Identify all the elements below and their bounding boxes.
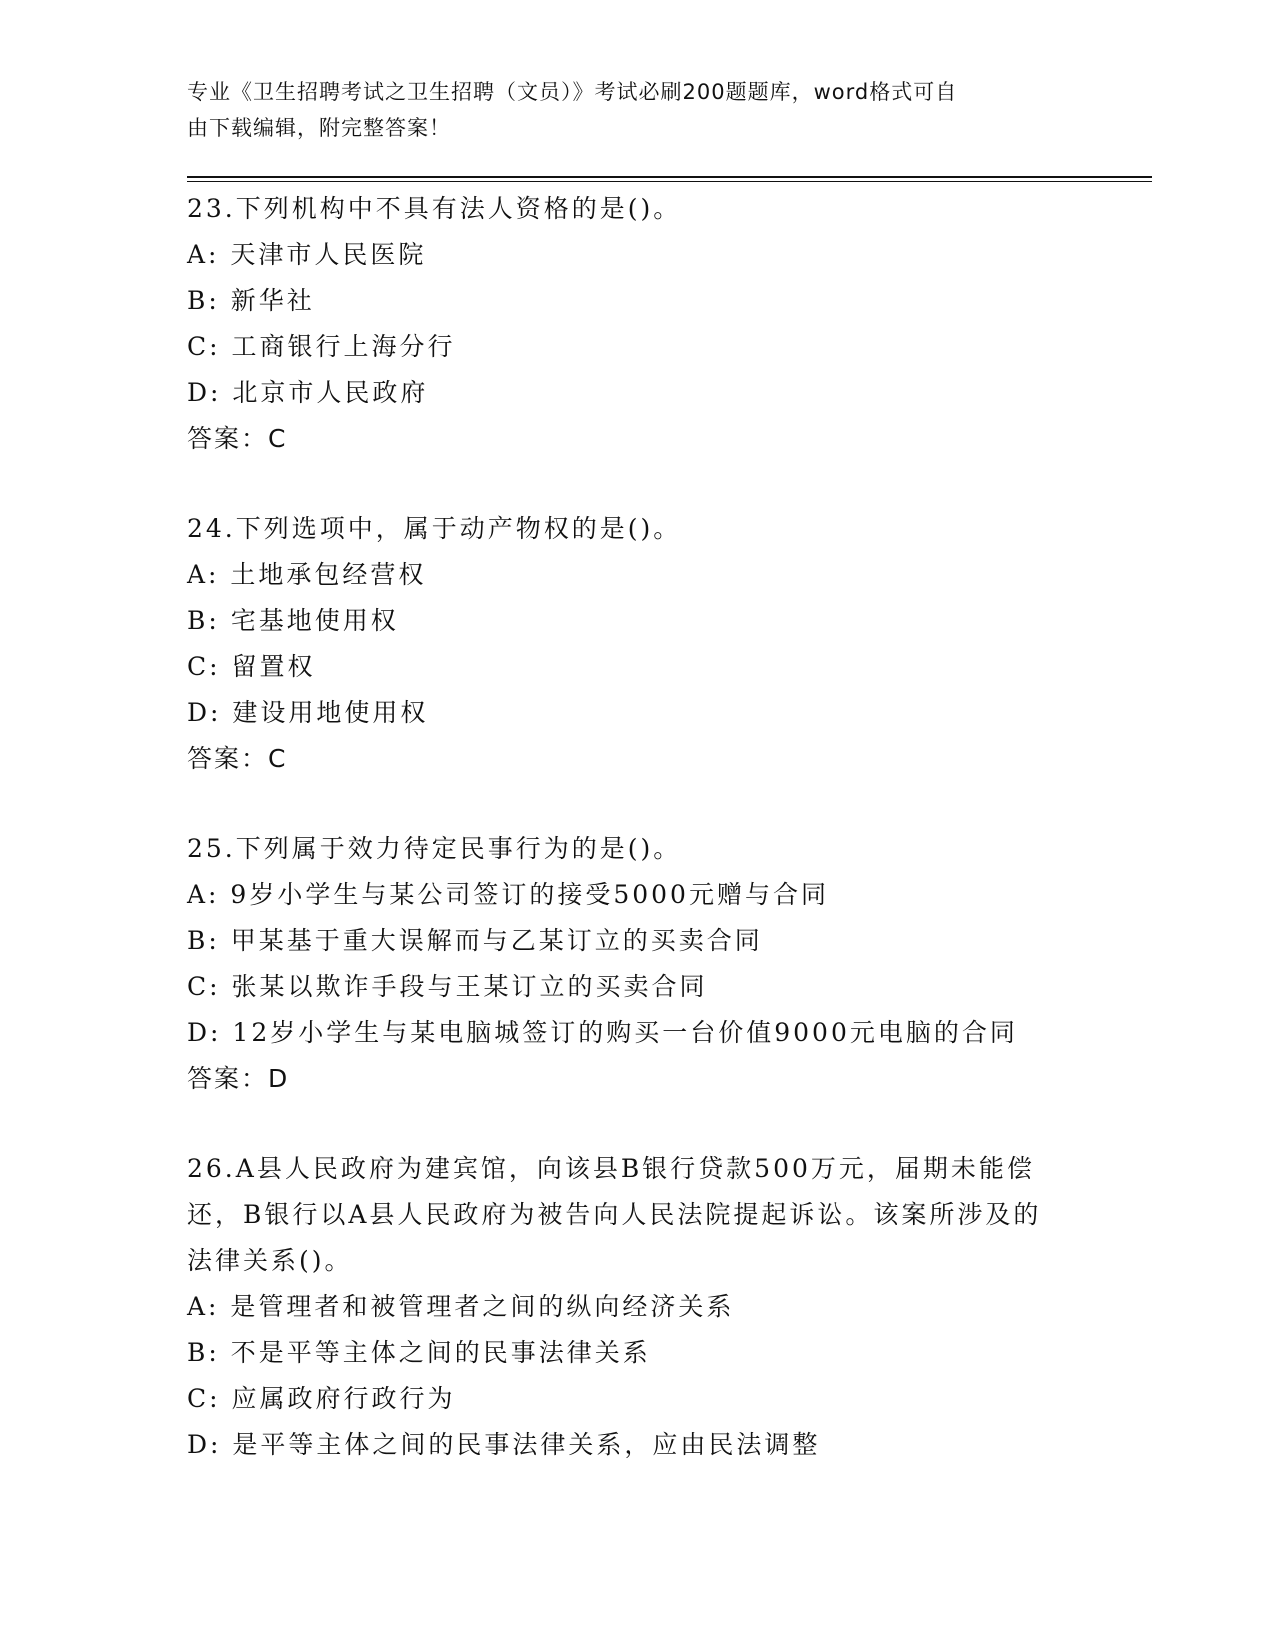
option-d: D: 建设用地使用权	[187, 698, 429, 727]
option-b: B: 不是平等主体之间的民事法律关系	[187, 1338, 651, 1367]
header-divider-thin	[187, 181, 1152, 182]
question-26	[187, 1146, 1087, 1468]
question-stem-line-2: 还，B银行以A县人民政府为被告向人民法院提起诉讼。该案所涉及的	[187, 1200, 1042, 1229]
option-c: C: 留置权	[187, 652, 316, 681]
question-25	[187, 826, 1087, 1102]
option-b: B: 甲某基于重大误解而与乙某订立的买卖合同	[187, 926, 763, 955]
document-header	[187, 74, 1067, 146]
question-stem: 25.下列属于效力待定民事行为的是()。	[187, 834, 682, 863]
question-23	[187, 186, 1087, 462]
question-stem: 24.下列选项中，属于动产物权的是()。	[187, 514, 682, 543]
option-a: A: 天津市人民医院	[187, 240, 427, 269]
question-stem-line-3: 法律关系()。	[187, 1246, 353, 1275]
question-24	[187, 506, 1087, 782]
header-divider-thick	[187, 176, 1152, 178]
option-d: D: 北京市人民政府	[187, 378, 429, 407]
header-line-1: 专业《卫生招聘考试之卫生招聘（文员）》考试必刷200题题库，word格式可自	[187, 80, 958, 104]
answer: 答案：C	[187, 744, 288, 773]
option-a: A: 土地承包经营权	[187, 560, 427, 589]
option-b: B: 新华社	[187, 286, 315, 315]
option-d: D: 12岁小学生与某电脑城签订的购买一台价值9000元电脑的合同	[187, 1018, 1018, 1047]
question-stem-line-1: 26.A县人民政府为建宾馆，向该县B银行贷款500万元，届期未能偿	[187, 1154, 1035, 1183]
question-list	[187, 186, 1087, 1512]
answer: 答案：D	[187, 1064, 290, 1093]
option-a: A: 是管理者和被管理者之间的纵向经济关系	[187, 1292, 735, 1321]
option-c: C: 张某以欺诈手段与王某订立的买卖合同	[187, 972, 708, 1001]
answer: 答案：C	[187, 424, 288, 453]
option-a: A: 9岁小学生与某公司签订的接受5000元赠与合同	[187, 880, 829, 909]
option-d: D: 是平等主体之间的民事法律关系，应由民法调整	[187, 1430, 821, 1459]
header-line-2: 由下载编辑，附完整答案！	[187, 116, 451, 140]
option-c: C: 应属政府行政行为	[187, 1384, 456, 1413]
option-c: C: 工商银行上海分行	[187, 332, 456, 361]
option-b: B: 宅基地使用权	[187, 606, 399, 635]
question-stem: 23.下列机构中不具有法人资格的是()。	[187, 194, 682, 223]
